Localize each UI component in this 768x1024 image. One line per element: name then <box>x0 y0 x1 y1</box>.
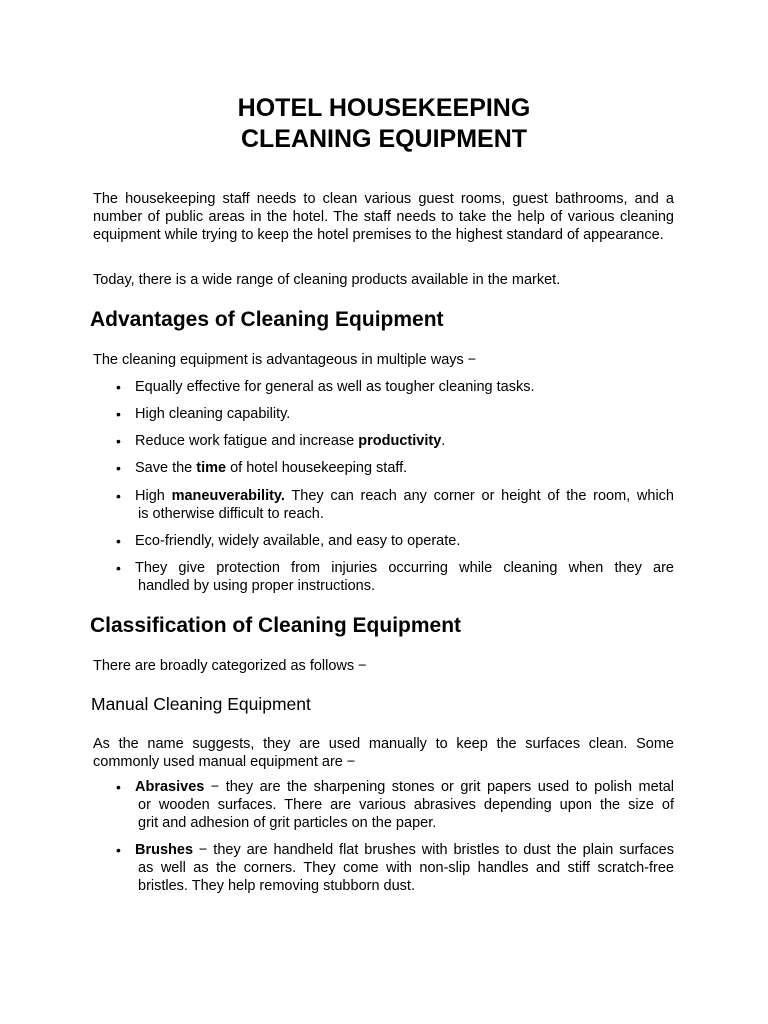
intro-paragraph-2: Today, there is a wide range of cleaning products available in the market. <box>93 272 561 288</box>
list-item-text: Reduce work fatigue and increase <box>135 433 359 449</box>
list-item-text-continued: as well as the corners. They come with non-slip handles and stiff scratch-free <box>138 860 674 876</box>
list-item-emphasis: maneuverability. <box>171 488 285 504</box>
list-item-text-end: . <box>441 433 446 449</box>
bullet-icon: • <box>116 406 121 422</box>
list-item-emphasis: time <box>196 460 227 476</box>
list-item-text: They give protection from injuries occurring while cleaning when they are <box>135 560 674 576</box>
list-item-text-continued: grit and adhesion of grit particles on the paper. <box>138 815 437 831</box>
list-item-text: Save the <box>135 460 197 476</box>
list-item-text-continued: handled by using proper instructions. <box>138 578 375 594</box>
list-item-text-end: of hotel housekeeping staff. <box>226 460 408 476</box>
list-item-text-end: They can reach any corner or height of the room, which <box>284 488 675 504</box>
list-item-text: High cleaning capability. <box>135 406 291 422</box>
bullet-icon: • <box>116 488 121 504</box>
advantages-lead: The cleaning equipment is advantageous in multiple ways − <box>93 352 477 368</box>
advantages-heading: Advantages of Cleaning Equipment <box>90 308 444 331</box>
bullet-icon: • <box>116 533 121 549</box>
manual-equipment-heading: Manual Cleaning Equipment <box>91 694 311 714</box>
list-item-emphasis: productivity <box>358 433 442 449</box>
bullet-icon: • <box>116 433 121 449</box>
list-item-term: Abrasives <box>135 779 205 795</box>
document-title-line-1: HOTEL HOUSEKEEPING <box>237 94 531 122</box>
list-item-text-continued: or wooden surfaces. There are various abrasives depending upon the size of <box>138 797 674 813</box>
document-title-line-2: CLEANING EQUIPMENT <box>240 125 528 153</box>
list-item-text-continued: is otherwise difficult to reach. <box>138 506 324 522</box>
bullet-icon: • <box>116 379 121 395</box>
list-item-term: Brushes <box>135 842 194 858</box>
list-item-text-continued: bristles. They help removing stubborn dust. <box>138 878 415 894</box>
list-item-text: Eco-friendly, widely available, and easy to operate. <box>135 533 461 549</box>
bullet-icon: • <box>116 460 121 476</box>
manual-equipment-intro: As the name suggests, they are used manually to keep the surfaces clean. Some commonly used manual equipment are − <box>93 736 674 770</box>
bullet-icon: • <box>116 560 121 576</box>
list-item-text: Equally effective for general as well as tougher cleaning tasks. <box>135 379 535 395</box>
list-item-text: − they are handheld flat brushes with bristles to dust the plain surfaces <box>193 842 674 858</box>
list-item-text: High <box>135 488 172 504</box>
bullet-icon: • <box>116 779 121 795</box>
list-item-text: − they are the sharpening stones or grit papers used to polish metal <box>204 779 674 795</box>
classification-lead: There are broadly categorized as follows − <box>93 658 367 674</box>
bullet-icon: • <box>116 842 121 858</box>
classification-heading: Classification of Cleaning Equipment <box>90 614 462 637</box>
intro-paragraph: The housekeeping staff needs to clean various guest rooms, guest bathrooms, and a number of public areas in the hotel. The staff needs to take the help of various cleaning equipment while trying to keep the hotel premises to the highest standard of appearance. <box>93 191 674 243</box>
